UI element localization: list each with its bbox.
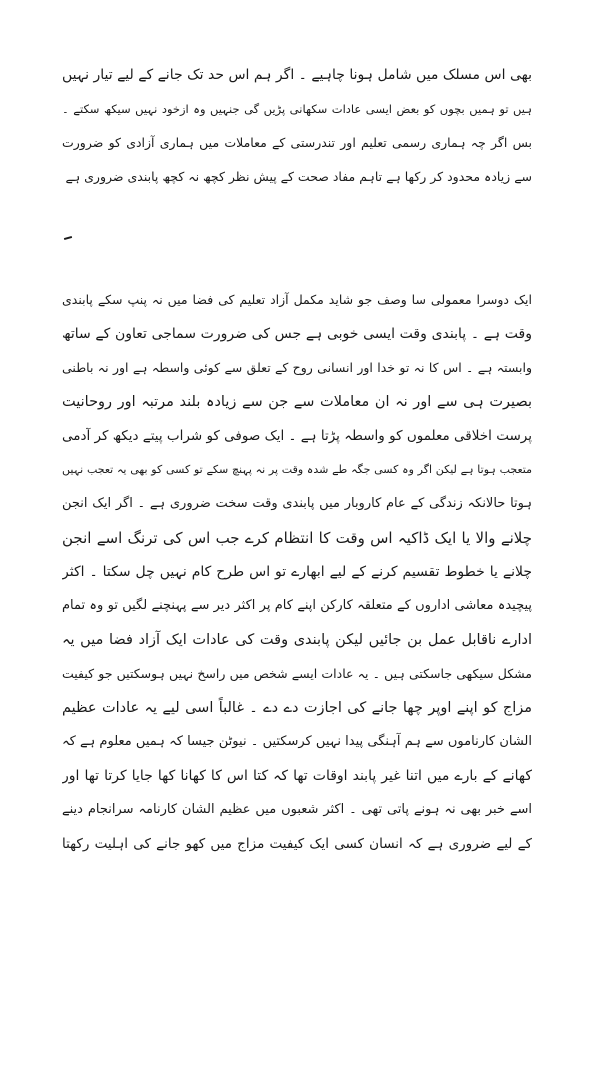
text-line: چلانے یا خطوط تقسیم کرنے کے لیے ابھارے تو اس طرح کام نہیں چل سکتا ۔ اکثر <box>62 564 532 580</box>
text-line: کھانے کے بارے میں اتنا غیر پابند اوقات تھا کہ کتا اس کا کھانا کھا جایا کرتا تھا اور <box>62 768 532 784</box>
text-line: بس اگر چہ ہماری رسمی تعلیم اور تندرستی کے معاملات میں ہماری آزادی کو ضرورت <box>62 135 532 150</box>
text-line: بھی اس مسلک میں شامل ہونا چاہیے ۔ اگر ہم اس حد تک جانے کے لیے تیار نہیں <box>62 67 532 83</box>
text-line: اسے خبر بھی نہ ہونے پاتی تھی ۔ اکثر شعبوں میں عظیم الشان کارنامہ سرانجام دینے <box>62 802 532 817</box>
text-line: وابستہ ہے ۔ اس کا نہ تو خدا اور انسانی روح کے تعلق سے کوئی واسطہ ہے اور نہ باطنی <box>62 360 532 375</box>
text-line: مشکل سیکھی جاسکتی ہیں ۔ یہ عادات ایسے شخص میں راسخ نہیں ہوسکتیں جو کیفیت <box>62 666 532 681</box>
text-line: وقت ہے ۔ پابندی وقت ایسی خوبی ہے جس کی ضرورت سماجی تعاون کے ساتھ <box>62 326 532 342</box>
scan-mark <box>64 236 72 240</box>
text-line: بصیرت ہی سے اور نہ ان معاملات سے جن سے زیادہ بلند مرتبہ اور روحانیت <box>62 394 532 410</box>
text-line: متعجب ہوتا ہے لیکن اگر وہ کسی جگہ طے شدہ وقت پر نہ پہنچ سکے تو کسی کو بھی یہ تعجب نہیں <box>62 463 532 476</box>
text-line: ہوتا حالانکہ زندگی کے عام کاروبار میں پابندی وقت سخت ضروری ہے ۔ اگر ایک انجن <box>62 496 532 511</box>
text-line: ایک دوسرا معمولی سا وصف جو شاید مکمل آزاد تعلیم کی فضا میں نہ پنپ سکے پابندی <box>62 292 532 307</box>
text-line: مزاج کو اپنے اوپر چھا جانے کی اجازت دے دے ۔ غالباً اسی لیے یہ عادات عظیم <box>62 700 532 716</box>
text-line: چلانے والا یا ایک ڈاکیہ اس وقت کا انتظام کرے جب اس کی ترنگ اسے انجن <box>62 529 532 547</box>
paragraph-2 <box>62 283 532 861</box>
paragraph-1 <box>62 58 532 194</box>
text-line: ہیں تو ہمیں بچوں کو بعض ایسی عادات سکھانی پڑیں گی جنہیں وہ ازخود نہیں سیکھ سکتے ۔ <box>62 102 532 116</box>
text-line: پرست اخلاقی معلموں کو واسطہ پڑتا ہے ۔ ایک صوفی کو شراب پیتے دیکھ کر آدمی <box>62 428 532 444</box>
text-line: سے زیادہ محدود کر رکھا ہے تاہم مفاد صحت کے پیش نظر کچھ نہ کچھ پابندی ضروری ہے <box>65 169 532 184</box>
text-line: کے لیے ضروری ہے کہ انسان کسی ایک کیفیت مزاج میں کھو جانے کی اہلیت رکھتا <box>62 836 532 852</box>
text-line: الشان کارناموں سے ہم آہنگی پیدا نہیں کرسکتیں ۔ نیوٹن جیسا کہ ہمیں معلوم ہے کہ <box>62 734 532 749</box>
text-line: پیچیدہ معاشی اداروں کے متعلقہ کارکن اپنے کام پر اکثر دیر سے پہنچنے لگیں تو وہ تمام <box>62 598 532 613</box>
text-line: ادارے ناقابل عمل بن جائیں لیکن پابندی وقت کی عادات ایک آزاد فضا میں یہ <box>62 632 532 648</box>
